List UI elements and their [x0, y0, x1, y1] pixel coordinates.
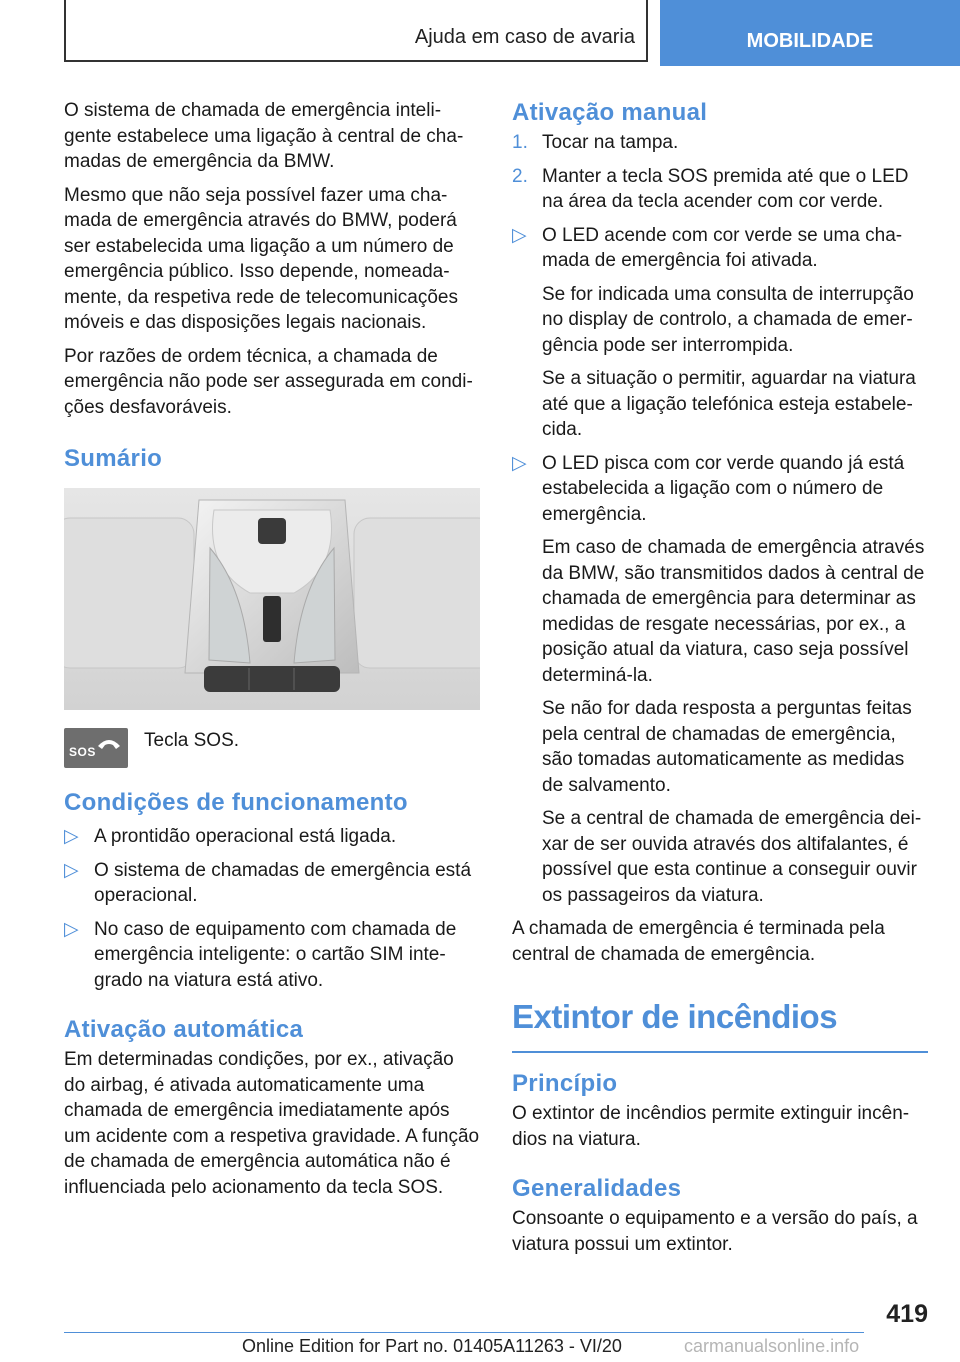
page-header — [0, 0, 960, 66]
conditions-heading: Condições de funcionamento — [64, 789, 408, 816]
bullet-marker: ▷ — [512, 224, 527, 246]
watermark: carmanualsonline.info — [684, 1336, 860, 1356]
page-footer — [64, 1300, 960, 1362]
auto-activation-heading: Ativação automática — [64, 1016, 304, 1043]
edition-text: Online Edition for Part no. 01405A11263 - VI/20 — [242, 1336, 622, 1356]
phone-handset-icon — [96, 732, 122, 752]
bullet-marker: ▷ — [512, 452, 527, 474]
principio-text: O extintor de incêndios permite extinguir incêndios na viatura. — [512, 1103, 910, 1150]
sos-caption-row — [64, 728, 480, 768]
intro-paragraph-1: O sistema de chamada de emergência inteligente estabelece uma ligação à central de chamadas de emergência da BMW. — [64, 100, 464, 172]
principio-heading: Princípio — [512, 1070, 618, 1097]
right-column — [512, 98, 928, 1265]
list-item: ▷ O sistema de chamadas de emergência está operacional. — [64, 859, 472, 906]
auto-activation-text: Em determinadas condições, por ex., ativação do airbag, é ativada automaticamente uma chamada de emergência imediatamente após um acidente com a respetiva gravidade. A função de chamada de emergência automática não é influenciada pelo acionamento da tecla SOS. — [64, 1049, 480, 1198]
page-number: 419 — [886, 1300, 928, 1328]
bullet-marker: ▷ — [64, 859, 79, 881]
manual-activation-heading: Ativação manual — [512, 99, 708, 126]
intro-paragraph-3: Por razões de ordem técnica, a chamada de emergência não pode ser assegurada em condições desfavoráveis. — [64, 345, 473, 418]
sumario-heading: Sumário — [64, 445, 163, 472]
list-item: ▷ No caso de equipamento com chamada de emergência inteligente: o cartão SIM integrado na viatura está ativo. — [64, 918, 457, 991]
generalidades-text: Consoante o equipamento e a versão do país, a viatura possui um extintor. — [512, 1208, 918, 1255]
results-list — [512, 223, 928, 909]
intro-paragraph-2: Mesmo que não seja possível fazer uma chamada de emergência através do BMW, poderá ser estabelecida uma ligação a um número de emergência público. Isso depende, nomeadamente, da respetiva rede de telecomunicações móveis e das disposições legais nacionais. — [64, 184, 458, 333]
extintor-heading: Extintor de incêndios — [512, 997, 928, 1053]
list-item: 2. Manter a tecla SOS premida até que o LED na área da tecla acender com cor verde. — [512, 165, 909, 212]
conditions-list — [64, 824, 480, 993]
sos-caption: Tecla SOS. — [144, 730, 240, 751]
overhead-console-illustration — [64, 488, 480, 710]
sos-icon-text: SOS — [69, 744, 96, 759]
overhead-console-photo — [64, 488, 480, 710]
chapter-tab: MOBILIDADE — [660, 0, 960, 66]
steps-list — [512, 130, 928, 215]
list-item: ▷ O LED pisca com cor verde quando já está estabelecida a ligação com o número de emergência. Em caso de chamada de emergência através da BMW, são transmitidos dados à central de chamada de emergência para determinar as medidas de resgate necessárias, por ex., a posição atual da viatura, caso seja possível determiná-la. Se não for dada resposta a perguntas feitas pela central de chamadas de emergência, são tomadas automaticamente as medidas de salvamento. Se a central de chamada de emergência deixar de ser ouvida através dos altifalantes, é possível que esta continue a conseguir ouvir os passageiros da viatura. — [512, 452, 925, 906]
list-item: ▷ O LED acende com cor verde se uma chamada de emergência foi ativada. Se for indicada uma consulta de interrupção no display de controlo, a chamada de emergência pode ser interrompida. Se a situação o permitir, aguardar na viatura até que a ligação telefónica esteja estabelecida. — [512, 224, 916, 440]
sos-button-icon — [64, 728, 128, 768]
list-item: ▷ A prontidão operacional está ligada. — [64, 824, 480, 850]
left-column — [64, 98, 480, 1208]
bullet-marker: ▷ — [64, 918, 79, 940]
footer-rule — [64, 1332, 864, 1333]
generalidades-heading: Generalidades — [512, 1175, 682, 1202]
section-title: Ajuda em caso de avaria — [414, 26, 635, 48]
list-item: 1. Tocar na tampa. — [512, 132, 679, 153]
bullet-marker: ▷ — [64, 826, 79, 847]
end-call-text: A chamada de emergência é terminada pela central de chamada de emergência. — [512, 918, 885, 965]
